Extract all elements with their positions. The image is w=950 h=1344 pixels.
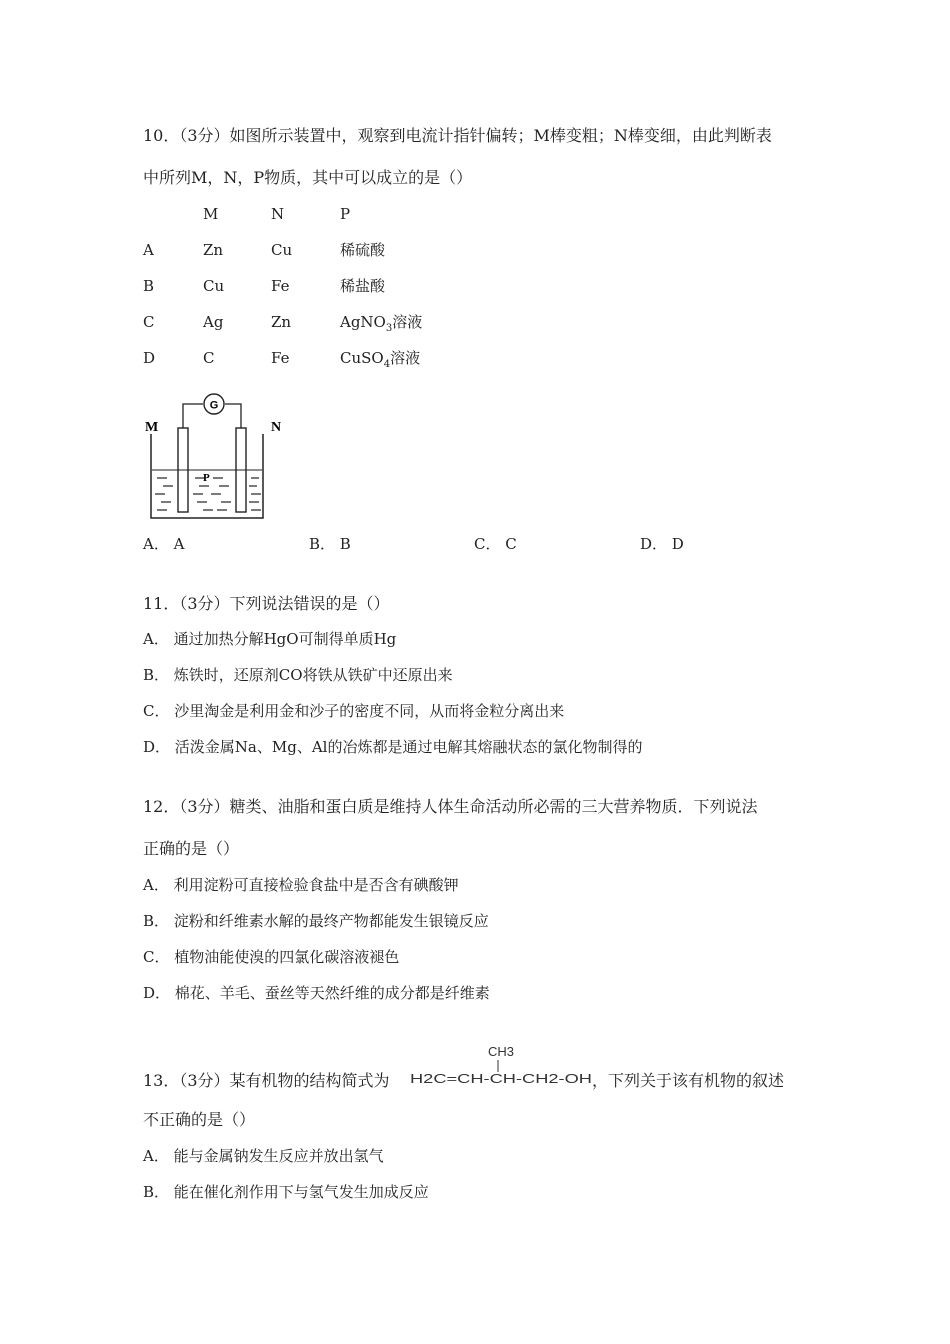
cell-p: 稀盐酸 bbox=[340, 277, 386, 295]
q13-stem-pre: 13．（3分）某有机物的结构简式为 bbox=[143, 1071, 390, 1090]
cell-p: 稀硫酸 bbox=[340, 241, 386, 259]
wire-right bbox=[225, 404, 241, 428]
answer-b[interactable]: B． B bbox=[309, 535, 351, 553]
cell-n: Zn bbox=[271, 313, 292, 331]
q13-option-b[interactable]: B． 能在催化剂作用下与氢气发生加成反应 bbox=[143, 1183, 429, 1201]
q12-option-c[interactable]: C． 植物油能使溴的四氯化碳溶液褪色 bbox=[143, 948, 400, 966]
n-label: N bbox=[271, 420, 282, 435]
row-label: C bbox=[143, 313, 155, 331]
row-label: B bbox=[143, 277, 155, 295]
electrochemical-cell-diagram bbox=[143, 392, 303, 527]
q10-stem-line1: 10．（3分）如图所示装置中，观察到电流计指针偏转；M棒变粗；N棒变细，由此判断表 bbox=[143, 126, 772, 145]
header-p: P bbox=[340, 205, 351, 223]
q12-stem-line2: 正确的是（） bbox=[143, 839, 240, 858]
cell-n: Fe bbox=[271, 349, 290, 367]
m-label: M bbox=[145, 420, 159, 435]
p-label: P bbox=[203, 472, 210, 484]
header-n: N bbox=[271, 205, 285, 223]
cell-m: Zn bbox=[203, 241, 224, 259]
q13-stem-post: ，下列关于该有机物的叙述 bbox=[592, 1071, 785, 1090]
q12-option-b[interactable]: B． 淀粉和纤维素水解的最终产物都能发生银镜反应 bbox=[143, 912, 489, 930]
ch3-group: CH3 bbox=[488, 1044, 515, 1059]
header-m: M bbox=[203, 205, 219, 223]
q11-stem: 11．（3分）下列说法错误的是（） bbox=[143, 594, 390, 613]
q13-option-a[interactable]: A． 能与金属钠发生反应并放出氢气 bbox=[143, 1147, 384, 1165]
q11-option-b[interactable]: B． 炼铁时，还原剂CO将铁从铁矿中还原出来 bbox=[143, 666, 453, 684]
cell-n: Cu bbox=[271, 241, 293, 259]
row-label: A bbox=[143, 241, 154, 259]
cell-p: AgNO$_3$溶液 bbox=[340, 313, 423, 334]
q12-stem-line1: 12．（3分）糖类、油脂和蛋白质是维持人体生命活动所必需的三大营养物质．下列说法 bbox=[143, 797, 758, 816]
q10-stem-line2: 中所列M，N，P物质，其中可以成立的是（） bbox=[143, 168, 473, 187]
wire-left bbox=[183, 404, 203, 428]
answer-a[interactable]: A． A bbox=[143, 535, 185, 553]
q12-option-a[interactable]: A． 利用淀粉可直接检验食盐中是否含有碘酸钾 bbox=[143, 876, 459, 894]
cell-n: Fe bbox=[271, 277, 290, 295]
galvanometer-label: G bbox=[209, 399, 219, 412]
q13-stem-line2: 不正确的是（） bbox=[143, 1110, 256, 1129]
row-label: D bbox=[143, 349, 156, 367]
cell-m: C bbox=[203, 349, 215, 367]
q11-option-a[interactable]: A． 通过加热分解HgO可制得单质Hg bbox=[143, 630, 397, 648]
q11-option-d[interactable]: D． 活泼金属Na、Mg、Al的冶炼都是通过电解其熔融状态的氯化物制得的 bbox=[143, 738, 643, 756]
main-chain: H2C=CH-CH-CH2-OH bbox=[410, 1071, 592, 1086]
cell-p: CuSO$_4$溶液 bbox=[340, 349, 421, 370]
cell-m: Cu bbox=[203, 277, 225, 295]
cell-m: Ag bbox=[203, 313, 224, 331]
answer-d[interactable]: D． D bbox=[640, 535, 684, 553]
structural-formula bbox=[410, 1040, 595, 1090]
q12-option-d[interactable]: D． 棉花、羊毛、蚕丝等天然纤维的成分都是纤维素 bbox=[143, 984, 490, 1002]
answer-c[interactable]: C． C bbox=[474, 535, 517, 553]
q11-option-c[interactable]: C． 沙里淘金是利用金和沙子的密度不同，从而将金粒分离出来 bbox=[143, 702, 565, 720]
